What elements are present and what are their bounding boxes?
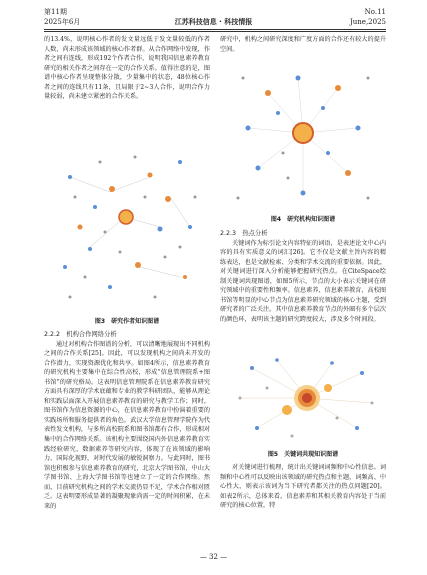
figure-5-keyword-cooccurrence: [232, 348, 378, 446]
header-date-cn: 2025年6月: [44, 18, 81, 26]
header-issue-cn: 第11期: [44, 8, 67, 16]
figure-4-institution-network: [228, 58, 378, 210]
section-heading-2-2-3: 2.2.3 热点分析: [220, 230, 268, 237]
left-column-top: [44, 35, 210, 102]
figure-3-author-network: [50, 137, 205, 309]
figure-3-caption: 图3 研究作者知识图谱: [94, 318, 160, 325]
paragraph: 的13.4%，说明核心作者的发文量远低于发文量较低的作者人数，尚未形成该领域的核心作者群。从合作网络中发现，作者之间有连线，形成192个作者合作，说明我国信息素养教育研究的相关作者之间存在一定的合作关系。值得注意的是，图谱中核心作者呈现整体分散，少量集中的状态，48位核心作者之间的连线只有11条，且局限于2~3人合作，说明合作力量较弱，尚未建立紧密的合作关系。: [44, 36, 210, 101]
figure-4-caption: 图4 研究机构知识图谱: [270, 216, 336, 223]
paragraph: 通过对机构合作图谱的分析，可以清晰地展现出不同机构之间的合作关系[25]。因此，可以发现机构之间尚未开发的合作潜力，实现资源优化和共享。如图4所示，信息素养教育的研究机构主要集中在综合性高校，形成“信息管理院系+图书馆”的研究格局。这表明信息管理院系在信息素养教育研究方面具有深厚的学术底蕴和专业的教学科研团队，能够从理论和实践层面深入开展信息素养教育的研究与教学工作；同时，图书馆作为信息资源的中心，在信息素养教育中扮演着重要的实践场所和服务提供者的角色。武汉大学信息管理学院作为代表性发文机构，与多所高校院系和图书馆都有合作，形成相对集中的合作网络关系。该机构主要围绕国内外信息素养教育实践经验研究、数据素养等研究内容，体现了在该领域的影响力、国际化视野，对时代发展的敏锐洞察力。与此同时，图书馆也积极参与信息素养教育的研究，北京大学图书馆、中山大学图书馆、上海大学图书馆等也建立了一定的合作网络。然而，目前研究机构之间的学术交流仍显不足，学术合作相对匮乏。这表明要形成显著的凝聚现象尚需一定的时间积累，在未来的: [44, 340, 210, 510]
right-column-middle: [220, 229, 386, 324]
header-rule-thin: [44, 31, 386, 32]
header-issue-en: No.11: [364, 8, 386, 16]
paragraph: 对关键词进行梳理，统计出关键词词频和中心性信息。词频和中心性可以反映出该领域的研究热点和主题，词频高、中心性大，则表示该词为当下研究者都关注的热点问题[20]。如表2所示，总体来看，信息素养和其相关教育内容处于当前研究的核心位置，特: [220, 464, 386, 510]
institution-network-graphic: [228, 58, 378, 210]
paragraph: 关键词作为标引论文内容特征的词语，是表述论文中心内容的具有实质意义的词汇[26]。它不仅是文献主旨内容的精练表达，也是文献检索、分类和学术交流的重要依据。因此，对关键词进行深入分析能够把握研究热点。在CiteSpace绘制关键词共现图谱，如图5所示，节点的大小表示关键词在研究领域中的重要性和频率。信息素养、信息素养教育、高校图书馆等明显的中心节点为信息素养研究领域的核心主题，受到研究者的广泛关注。其中信息素养教育节点的外圈有多个层次的颜色环，表明该主题的研究跨度较大，涉及多个时间段。: [220, 239, 386, 323]
section-heading-2-2-2: 2.2.2 机构合作网络分析: [44, 331, 117, 338]
right-column-top: [220, 35, 386, 54]
page-number: — 32 —: [199, 553, 228, 561]
paragraph: 研究中，机构之间研究深度和广度方面的合作还有较大的提升空间。: [220, 36, 386, 53]
header-rule: [44, 29, 386, 30]
author-network-graphic: [50, 137, 205, 309]
left-column-bottom: [44, 330, 210, 511]
right-column-bottom: [220, 463, 386, 511]
journal-title: 江苏科技信息 · 科技情报: [174, 18, 253, 26]
header-date-en: June,2025: [349, 18, 386, 26]
figure-5-caption: 图5 关键词共现知识图谱: [267, 451, 339, 458]
keyword-network-graphic: [232, 348, 378, 446]
